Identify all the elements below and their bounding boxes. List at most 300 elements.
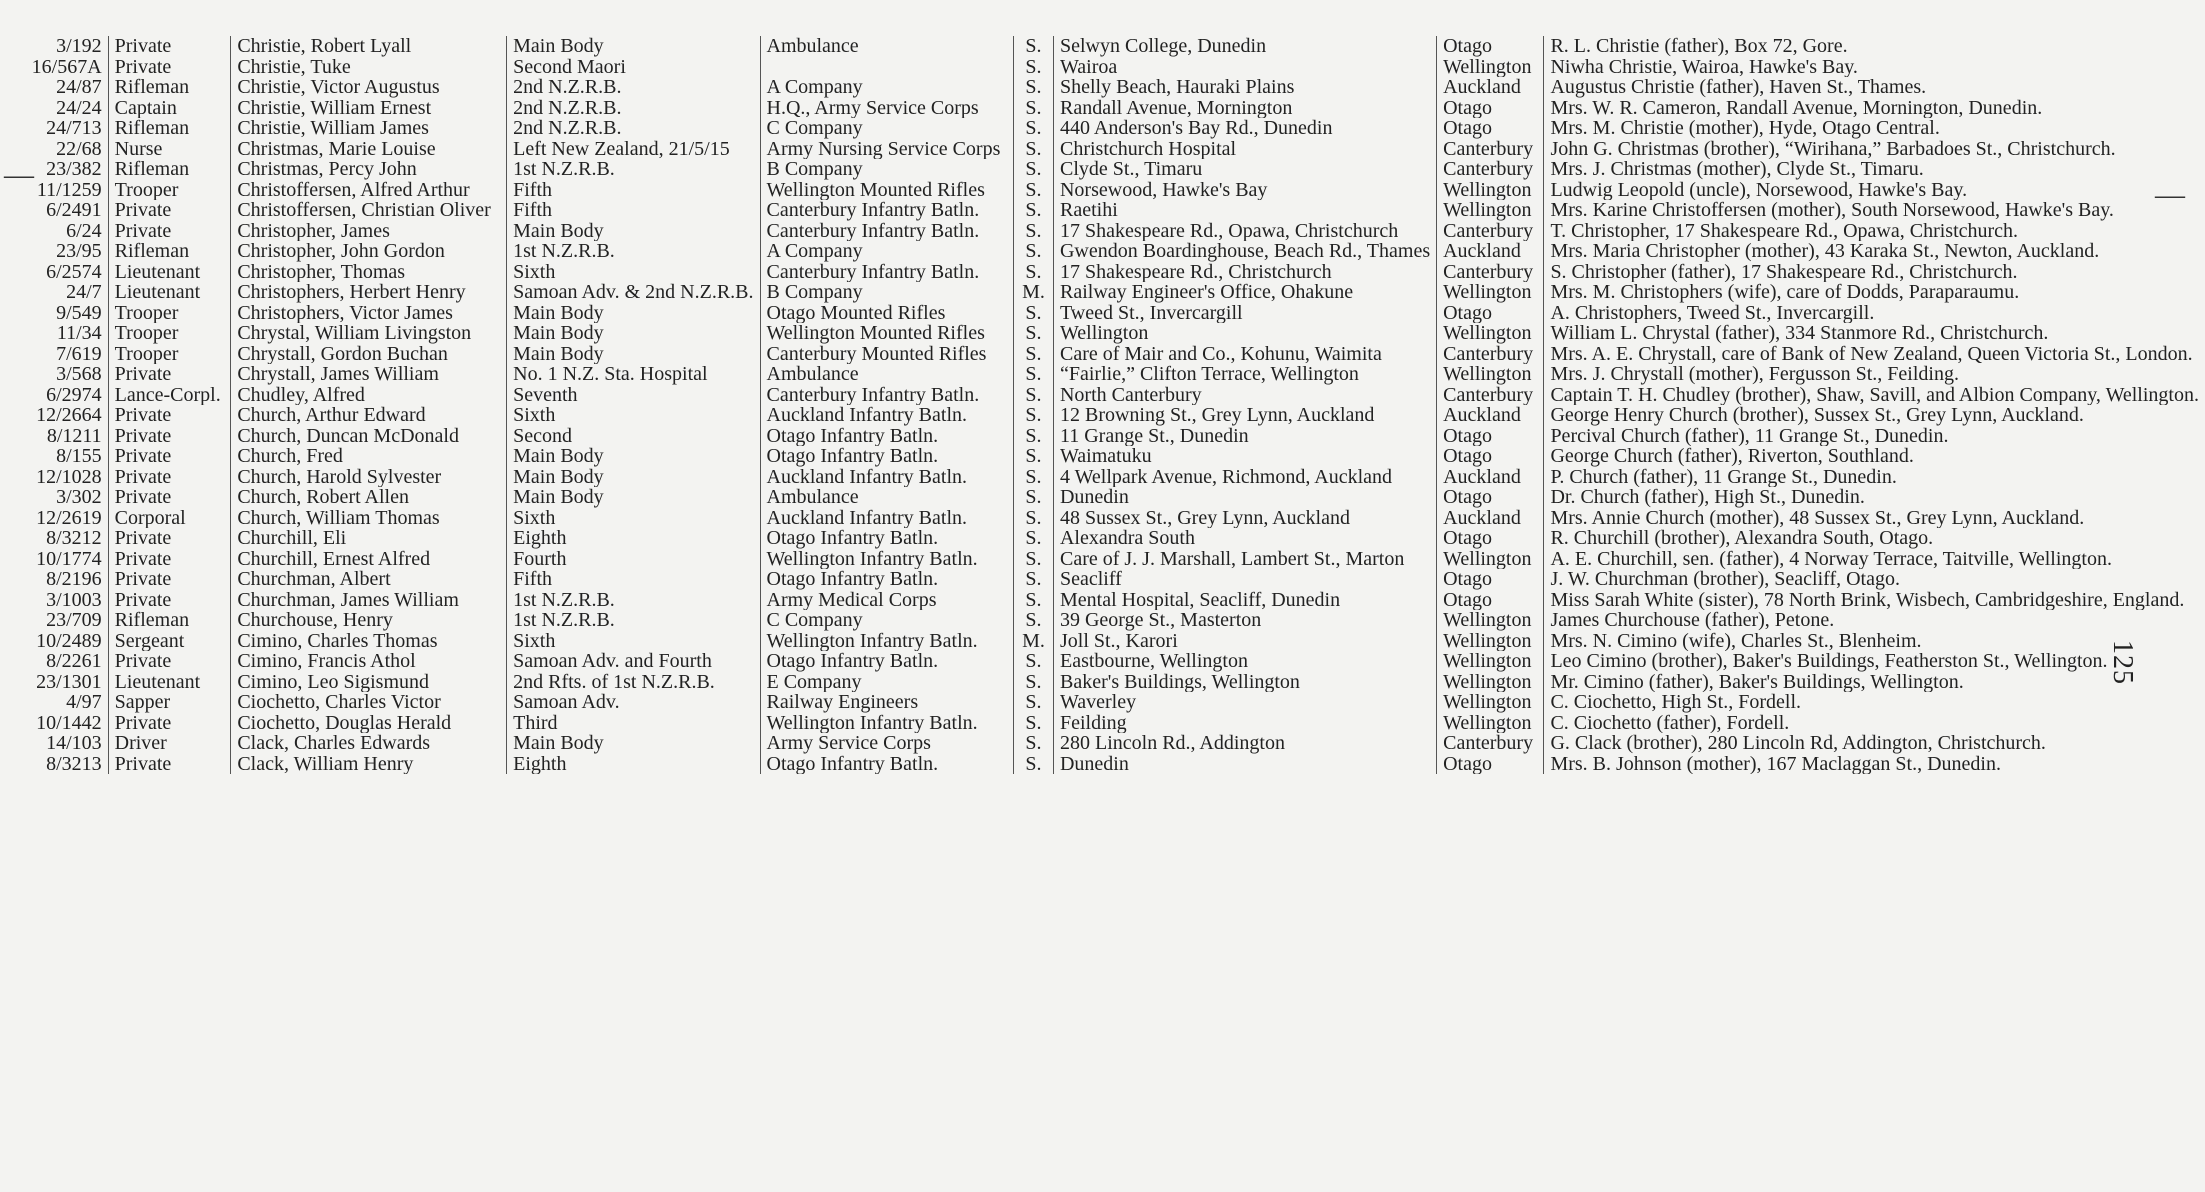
service-number-cell: 6/2974 <box>46 384 102 405</box>
rank-cell: Private <box>108 221 231 242</box>
draft-cell: Sixth <box>507 405 760 426</box>
marital-status-cell: S. <box>1013 77 1053 98</box>
last-address-cell: Railway Engineer's Office, Ohakune <box>1053 282 1436 303</box>
military-district-cell: Wellington <box>1437 200 1544 221</box>
service-number-cell: 10/2489 <box>36 630 102 651</box>
draft-cell: Left New Zealand, 21/5/15 <box>507 139 760 160</box>
draft-cell: Sixth <box>507 631 760 652</box>
table-row <box>20 467 2205 488</box>
draft-cell: Third <box>507 713 760 734</box>
marital-status-cell: S. <box>1013 221 1053 242</box>
rank-cell: Lieutenant <box>108 672 231 693</box>
table-row <box>20 98 2205 119</box>
table-row <box>20 672 2205 693</box>
marital-status-cell: S. <box>1013 57 1053 78</box>
military-district-cell: Auckland <box>1437 241 1544 262</box>
draft-cell: Main Body <box>507 36 760 57</box>
service-number-cell: 12/2619 <box>36 507 102 528</box>
next-of-kin-cell: John G. Christmas (brother), “Wirihana,” Barbadoes St., Christchurch. <box>1544 139 2205 160</box>
draft-cell: 1st N.Z.R.B. <box>507 159 760 180</box>
last-address-cell: Gwendon Boardinghouse, Beach Rd., Thames <box>1053 241 1436 262</box>
last-address-cell: 39 George St., Masterton <box>1053 610 1436 631</box>
next-of-kin-cell: Captain T. H. Chudley (brother), Shaw, Savill, and Albion Company, Wellington. <box>1544 385 2205 406</box>
last-address-cell: Mental Hospital, Seacliff, Dunedin <box>1053 590 1436 611</box>
last-address-cell: 12 Browning St., Grey Lynn, Auckland <box>1053 405 1436 426</box>
soldier-name-cell: Chrystall, Gordon Buchan <box>231 344 507 365</box>
unit-cell: B Company <box>760 159 1013 180</box>
draft-cell: Second Maori <box>507 57 760 78</box>
unit-cell: Wellington Mounted Rifles <box>760 323 1013 344</box>
unit-cell: Wellington Infantry Batln. <box>760 631 1013 652</box>
soldier-name-cell: Church, Robert Allen <box>231 487 507 508</box>
table-row <box>20 631 2205 652</box>
soldier-name-cell: Cimino, Francis Athol <box>231 651 507 672</box>
next-of-kin-cell: A. E. Churchill, sen. (father), 4 Norway Terrace, Taitville, Wellington. <box>1544 549 2205 570</box>
last-address-cell: Christchurch Hospital <box>1053 139 1436 160</box>
military-district-cell: Canterbury <box>1437 344 1544 365</box>
marital-status-cell: S. <box>1013 139 1053 160</box>
table-row <box>20 57 2205 78</box>
service-number-cell: 3/568 <box>56 364 102 385</box>
last-address-cell: “Fairlie,” Clifton Terrace, Wellington <box>1053 364 1436 385</box>
next-of-kin-cell: Mr. Cimino (father), Baker's Buildings, Wellington. <box>1544 672 2205 693</box>
rank-cell: Trooper <box>108 344 231 365</box>
soldier-name-cell: Ciochetto, Charles Victor <box>231 692 507 713</box>
marital-status-cell: S. <box>1013 385 1053 406</box>
next-of-kin-cell: Niwha Christie, Wairoa, Hawke's Bay. <box>1544 57 2205 78</box>
rank-cell: Private <box>108 36 231 57</box>
last-address-cell: Norsewood, Hawke's Bay <box>1053 180 1436 201</box>
military-district-cell: Wellington <box>1437 323 1544 344</box>
next-of-kin-cell: Mrs. B. Johnson (mother), 167 Maclaggan St., Dunedin. <box>1544 754 2205 775</box>
marital-status-cell: S. <box>1013 323 1053 344</box>
next-of-kin-cell: Leo Cimino (brother), Baker's Buildings, Featherston St., Wellington. <box>1544 651 2205 672</box>
unit-cell: E Company <box>760 672 1013 693</box>
table-row <box>20 303 2205 324</box>
table-row <box>20 754 2205 775</box>
service-number-cell: 24/713 <box>46 118 102 139</box>
military-district-cell: Otago <box>1437 36 1544 57</box>
roll-table <box>20 36 2205 774</box>
table-row <box>20 692 2205 713</box>
draft-cell: No. 1 N.Z. Sta. Hospital <box>507 364 760 385</box>
table-row <box>20 241 2205 262</box>
rank-cell: Rifleman <box>108 77 231 98</box>
soldier-name-cell: Church, Duncan McDonald <box>231 426 507 447</box>
rank-cell: Rifleman <box>108 159 231 180</box>
rank-cell: Rifleman <box>108 241 231 262</box>
soldier-name-cell: Cimino, Leo Sigismund <box>231 672 507 693</box>
last-address-cell: Alexandra South <box>1053 528 1436 549</box>
table-row <box>20 426 2205 447</box>
military-district-cell: Otago <box>1437 754 1544 775</box>
unit-cell: Otago Infantry Batln. <box>760 446 1013 467</box>
soldier-name-cell: Christoffersen, Christian Oliver <box>231 200 507 221</box>
next-of-kin-cell: S. Christopher (father), 17 Shakespeare Rd., Christchurch. <box>1544 262 2205 283</box>
service-number-cell: 11/1259 <box>36 179 102 200</box>
next-of-kin-cell: J. W. Churchman (brother), Seacliff, Otago. <box>1544 569 2205 590</box>
next-of-kin-cell: P. Church (father), 11 Grange St., Dunedin. <box>1544 467 2205 488</box>
soldier-name-cell: Churchman, James William <box>231 590 507 611</box>
draft-cell: Main Body <box>507 467 760 488</box>
military-district-cell: Canterbury <box>1437 139 1544 160</box>
table-row <box>20 610 2205 631</box>
last-address-cell: 4 Wellpark Avenue, Richmond, Auckland <box>1053 467 1436 488</box>
service-number-cell: 3/302 <box>56 487 102 508</box>
last-address-cell: Raetihi <box>1053 200 1436 221</box>
table-row <box>20 385 2205 406</box>
draft-cell: 2nd N.Z.R.B. <box>507 98 760 119</box>
table-row <box>20 159 2205 180</box>
table-row <box>20 282 2205 303</box>
military-district-cell: Wellington <box>1437 610 1544 631</box>
soldier-name-cell: Church, Arthur Edward <box>231 405 507 426</box>
marital-status-cell: S. <box>1013 508 1053 529</box>
last-address-cell: Dunedin <box>1053 754 1436 775</box>
last-address-cell: Dunedin <box>1053 487 1436 508</box>
soldier-name-cell: Christophers, Victor James <box>231 303 507 324</box>
marital-status-cell: M. <box>1013 282 1053 303</box>
unit-cell: Ambulance <box>760 36 1013 57</box>
next-of-kin-cell: C. Ciochetto (father), Fordell. <box>1544 713 2205 734</box>
table-row <box>20 200 2205 221</box>
marital-status-cell: S. <box>1013 36 1053 57</box>
soldier-name-cell: Christopher, John Gordon <box>231 241 507 262</box>
soldier-name-cell: Christopher, James <box>231 221 507 242</box>
rank-cell: Driver <box>108 733 231 754</box>
service-number-cell: 24/87 <box>56 77 102 98</box>
table-row <box>20 508 2205 529</box>
marital-status-cell: S. <box>1013 733 1053 754</box>
military-district-cell: Otago <box>1437 303 1544 324</box>
military-district-cell: Wellington <box>1437 364 1544 385</box>
last-address-cell: Care of Mair and Co., Kohunu, Waimita <box>1053 344 1436 365</box>
soldier-name-cell: Chudley, Alfred <box>231 385 507 406</box>
military-district-cell: Otago <box>1437 590 1544 611</box>
service-number-cell: 9/549 <box>56 302 102 323</box>
last-address-cell: Waverley <box>1053 692 1436 713</box>
soldier-name-cell: Christie, William Ernest <box>231 98 507 119</box>
draft-cell: Main Body <box>507 303 760 324</box>
last-address-cell: Shelly Beach, Hauraki Plains <box>1053 77 1436 98</box>
table-row <box>20 590 2205 611</box>
rank-cell: Lieutenant <box>108 262 231 283</box>
unit-cell: Auckland Infantry Batln. <box>760 508 1013 529</box>
last-address-cell: Baker's Buildings, Wellington <box>1053 672 1436 693</box>
last-address-cell: 280 Lincoln Rd., Addington <box>1053 733 1436 754</box>
table-row <box>20 569 2205 590</box>
service-number-cell: 16/567A <box>31 56 102 77</box>
marital-status-cell: S. <box>1013 692 1053 713</box>
military-district-cell: Canterbury <box>1437 159 1544 180</box>
draft-cell: Sixth <box>507 262 760 283</box>
unit-cell: Canterbury Infantry Batln. <box>760 200 1013 221</box>
soldier-name-cell: Clack, William Henry <box>231 754 507 775</box>
rank-cell: Private <box>108 528 231 549</box>
last-address-cell: Joll St., Karori <box>1053 631 1436 652</box>
soldier-name-cell: Christophers, Herbert Henry <box>231 282 507 303</box>
last-address-cell: Waimatuku <box>1053 446 1436 467</box>
unit-cell: Otago Infantry Batln. <box>760 651 1013 672</box>
next-of-kin-cell: Mrs. M. Christophers (wife), care of Dodds, Paraparaumu. <box>1544 282 2205 303</box>
marital-status-cell: S. <box>1013 159 1053 180</box>
next-of-kin-cell: R. L. Christie (father), Box 72, Gore. <box>1544 36 2205 57</box>
draft-cell: Main Body <box>507 733 760 754</box>
draft-cell: Sixth <box>507 508 760 529</box>
military-district-cell: Canterbury <box>1437 385 1544 406</box>
rank-cell: Private <box>108 467 231 488</box>
military-district-cell: Otago <box>1437 98 1544 119</box>
service-number-cell: 7/619 <box>56 343 102 364</box>
draft-cell: 2nd N.Z.R.B. <box>507 118 760 139</box>
service-number-cell: 24/7 <box>66 282 102 303</box>
unit-cell: Otago Infantry Batln. <box>760 754 1013 775</box>
draft-cell: Fifth <box>507 569 760 590</box>
unit-cell: Otago Infantry Batln. <box>760 569 1013 590</box>
soldier-name-cell: Church, Fred <box>231 446 507 467</box>
table-row <box>20 364 2205 385</box>
service-number-cell: 8/2261 <box>46 651 102 672</box>
next-of-kin-cell: Augustus Christie (father), Haven St., Thames. <box>1544 77 2205 98</box>
unit-cell: Otago Mounted Rifles <box>760 303 1013 324</box>
table-row <box>20 262 2205 283</box>
military-district-cell: Wellington <box>1437 631 1544 652</box>
next-of-kin-cell: George Church (father), Riverton, Southland. <box>1544 446 2205 467</box>
service-number-cell: 23/709 <box>46 610 102 631</box>
next-of-kin-cell: Dr. Church (father), High St., Dunedin. <box>1544 487 2205 508</box>
military-district-cell: Canterbury <box>1437 262 1544 283</box>
rank-cell: Private <box>108 549 231 570</box>
marital-status-cell: S. <box>1013 262 1053 283</box>
next-of-kin-cell: Mrs. N. Cimino (wife), Charles St., Blenheim. <box>1544 631 2205 652</box>
next-of-kin-cell: A. Christophers, Tweed St., Invercargill. <box>1544 303 2205 324</box>
next-of-kin-cell: Mrs. Karine Christoffersen (mother), South Norsewood, Hawke's Bay. <box>1544 200 2205 221</box>
table-row <box>20 77 2205 98</box>
marital-status-cell: S. <box>1013 610 1053 631</box>
last-address-cell: Seacliff <box>1053 569 1436 590</box>
next-of-kin-cell: Miss Sarah White (sister), 78 North Brink, Wisbech, Cambridgeshire, England. <box>1544 590 2205 611</box>
service-number-cell: 4/97 <box>66 692 102 713</box>
service-number-cell: 10/1442 <box>36 712 102 733</box>
marital-status-cell: S. <box>1013 303 1053 324</box>
unit-cell: Canterbury Mounted Rifles <box>760 344 1013 365</box>
last-address-cell: Wellington <box>1053 323 1436 344</box>
marital-status-cell: S. <box>1013 754 1053 775</box>
draft-cell: 2nd N.Z.R.B. <box>507 77 760 98</box>
rank-cell: Private <box>108 569 231 590</box>
unit-cell: Canterbury Infantry Batln. <box>760 385 1013 406</box>
service-number-cell: 8/2196 <box>46 569 102 590</box>
military-district-cell: Otago <box>1437 528 1544 549</box>
soldier-name-cell: Church, Harold Sylvester <box>231 467 507 488</box>
service-number-cell: 8/155 <box>56 446 102 467</box>
service-number-cell: 23/95 <box>56 241 102 262</box>
marital-status-cell: S. <box>1013 98 1053 119</box>
unit-cell: A Company <box>760 77 1013 98</box>
draft-cell: 2nd Rfts. of 1st N.Z.R.B. <box>507 672 760 693</box>
soldier-name-cell: Christie, Victor Augustus <box>231 77 507 98</box>
military-district-cell: Wellington <box>1437 672 1544 693</box>
draft-cell: Eighth <box>507 528 760 549</box>
military-district-cell: Wellington <box>1437 549 1544 570</box>
soldier-name-cell: Churchman, Albert <box>231 569 507 590</box>
table-row <box>20 405 2205 426</box>
marital-status-cell: S. <box>1013 241 1053 262</box>
unit-cell: Wellington Infantry Batln. <box>760 713 1013 734</box>
rank-cell: Sapper <box>108 692 231 713</box>
soldier-name-cell: Chrystal, William Livingston <box>231 323 507 344</box>
military-district-cell: Otago <box>1437 446 1544 467</box>
service-number-cell: 8/3212 <box>46 528 102 549</box>
next-of-kin-cell: Mrs. W. R. Cameron, Randall Avenue, Mornington, Dunedin. <box>1544 98 2205 119</box>
unit-cell: A Company <box>760 241 1013 262</box>
service-number-cell: 24/24 <box>56 97 102 118</box>
rank-cell: Private <box>108 713 231 734</box>
last-address-cell: Care of J. J. Marshall, Lambert St., Marton <box>1053 549 1436 570</box>
unit-cell: H.Q., Army Service Corps <box>760 98 1013 119</box>
soldier-name-cell: Chrystall, James William <box>231 364 507 385</box>
unit-cell: Canterbury Infantry Batln. <box>760 221 1013 242</box>
soldier-name-cell: Christmas, Percy John <box>231 159 507 180</box>
unit-cell: Wellington Infantry Batln. <box>760 549 1013 570</box>
unit-cell: Railway Engineers <box>760 692 1013 713</box>
last-address-cell: Feilding <box>1053 713 1436 734</box>
marital-status-cell: S. <box>1013 487 1053 508</box>
military-district-cell: Wellington <box>1437 713 1544 734</box>
marital-status-cell: S. <box>1013 549 1053 570</box>
last-address-cell: Clyde St., Timaru <box>1053 159 1436 180</box>
table-row <box>20 713 2205 734</box>
rank-cell: Rifleman <box>108 610 231 631</box>
unit-cell: Otago Infantry Batln. <box>760 426 1013 447</box>
next-of-kin-cell: R. Churchill (brother), Alexandra South, Otago. <box>1544 528 2205 549</box>
soldier-name-cell: Churchouse, Henry <box>231 610 507 631</box>
table-row <box>20 139 2205 160</box>
military-district-cell: Otago <box>1437 487 1544 508</box>
table-row <box>20 36 2205 57</box>
table-row <box>20 733 2205 754</box>
marital-status-cell: S. <box>1013 405 1053 426</box>
unit-cell: Ambulance <box>760 364 1013 385</box>
soldier-name-cell: Christie, Tuke <box>231 57 507 78</box>
table-row <box>20 180 2205 201</box>
soldier-name-cell: Christoffersen, Alfred Arthur <box>231 180 507 201</box>
next-of-kin-cell: James Churchouse (father), Petone. <box>1544 610 2205 631</box>
service-number-cell: 22/68 <box>56 138 102 159</box>
soldier-name-cell: Ciochetto, Douglas Herald <box>231 713 507 734</box>
table-row <box>20 549 2205 570</box>
last-address-cell: Eastbourne, Wellington <box>1053 651 1436 672</box>
marital-status-cell: S. <box>1013 118 1053 139</box>
rank-cell: Private <box>108 487 231 508</box>
draft-cell: 1st N.Z.R.B. <box>507 590 760 611</box>
table-row <box>20 651 2205 672</box>
draft-cell: Fifth <box>507 200 760 221</box>
service-number-cell: 23/382 <box>46 159 102 180</box>
rank-cell: Trooper <box>108 180 231 201</box>
rank-cell: Captain <box>108 98 231 119</box>
draft-cell: 1st N.Z.R.B. <box>507 610 760 631</box>
military-district-cell: Auckland <box>1437 77 1544 98</box>
marital-status-cell: S. <box>1013 651 1053 672</box>
draft-cell: Samoan Adv. <box>507 692 760 713</box>
soldier-name-cell: Christie, Robert Lyall <box>231 36 507 57</box>
next-of-kin-cell: G. Clack (brother), 280 Lincoln Rd, Addington, Christchurch. <box>1544 733 2205 754</box>
military-district-cell: Auckland <box>1437 405 1544 426</box>
margin-mark-right: — <box>2155 178 2185 211</box>
draft-cell: 1st N.Z.R.B. <box>507 241 760 262</box>
rank-cell: Private <box>108 57 231 78</box>
military-district-cell: Canterbury <box>1437 733 1544 754</box>
last-address-cell: Tweed St., Invercargill <box>1053 303 1436 324</box>
unit-cell: Army Medical Corps <box>760 590 1013 611</box>
next-of-kin-cell: Mrs. J. Christmas (mother), Clyde St., Timaru. <box>1544 159 2205 180</box>
table-row <box>20 344 2205 365</box>
next-of-kin-cell: Mrs. Maria Christopher (mother), 43 Karaka St., Newton, Auckland. <box>1544 241 2205 262</box>
table-row <box>20 221 2205 242</box>
rank-cell: Private <box>108 200 231 221</box>
table-row <box>20 118 2205 139</box>
next-of-kin-cell: Mrs. M. Christie (mother), Hyde, Otago Central. <box>1544 118 2205 139</box>
military-district-cell: Wellington <box>1437 57 1544 78</box>
marital-status-cell: S. <box>1013 364 1053 385</box>
unit-cell: Auckland Infantry Batln. <box>760 405 1013 426</box>
draft-cell: Fourth <box>507 549 760 570</box>
marital-status-cell: S. <box>1013 426 1053 447</box>
next-of-kin-cell: Mrs. A. E. Chrystall, care of Bank of New Zealand, Queen Victoria St., London. <box>1544 344 2205 365</box>
military-district-cell: Canterbury <box>1437 221 1544 242</box>
military-district-cell: Wellington <box>1437 180 1544 201</box>
draft-cell: Main Body <box>507 323 760 344</box>
military-district-cell: Wellington <box>1437 651 1544 672</box>
service-number-cell: 12/1028 <box>36 466 102 487</box>
service-number-cell: 6/2491 <box>46 200 102 221</box>
marital-status-cell: S. <box>1013 528 1053 549</box>
marital-status-cell: S. <box>1013 446 1053 467</box>
rank-cell: Lance-Corpl. <box>108 385 231 406</box>
unit-cell: Auckland Infantry Batln. <box>760 467 1013 488</box>
last-address-cell: Wairoa <box>1053 57 1436 78</box>
marital-status-cell: S. <box>1013 590 1053 611</box>
soldier-name-cell: Christie, William James <box>231 118 507 139</box>
service-number-cell: 12/2664 <box>36 405 102 426</box>
rank-cell: Corporal <box>108 508 231 529</box>
unit-cell: B Company <box>760 282 1013 303</box>
soldier-name-cell: Cimino, Charles Thomas <box>231 631 507 652</box>
next-of-kin-cell: George Henry Church (brother), Sussex St., Grey Lynn, Auckland. <box>1544 405 2205 426</box>
service-number-cell: 8/1211 <box>46 425 102 446</box>
rank-cell: Lieutenant <box>108 282 231 303</box>
last-address-cell: North Canterbury <box>1053 385 1436 406</box>
unit-cell: Army Nursing Service Corps <box>760 139 1013 160</box>
military-district-cell: Wellington <box>1437 282 1544 303</box>
draft-cell: Eighth <box>507 754 760 775</box>
last-address-cell: 17 Shakespeare Rd., Christchurch <box>1053 262 1436 283</box>
marital-status-cell: S. <box>1013 569 1053 590</box>
roll-body <box>20 36 2205 774</box>
service-number-cell: 6/2574 <box>46 261 102 282</box>
marital-status-cell: S. <box>1013 713 1053 734</box>
next-of-kin-cell: T. Christopher, 17 Shakespeare Rd., Opawa, Christchurch. <box>1544 221 2205 242</box>
service-number-cell: 10/1774 <box>36 548 102 569</box>
table-row <box>20 446 2205 467</box>
draft-cell: Main Body <box>507 344 760 365</box>
rank-cell: Rifleman <box>108 118 231 139</box>
unit-cell: Otago Infantry Batln. <box>760 528 1013 549</box>
next-of-kin-cell: Ludwig Leopold (uncle), Norsewood, Hawke's Bay. <box>1544 180 2205 201</box>
service-number-cell: 6/24 <box>66 220 102 241</box>
table-row <box>20 323 2205 344</box>
